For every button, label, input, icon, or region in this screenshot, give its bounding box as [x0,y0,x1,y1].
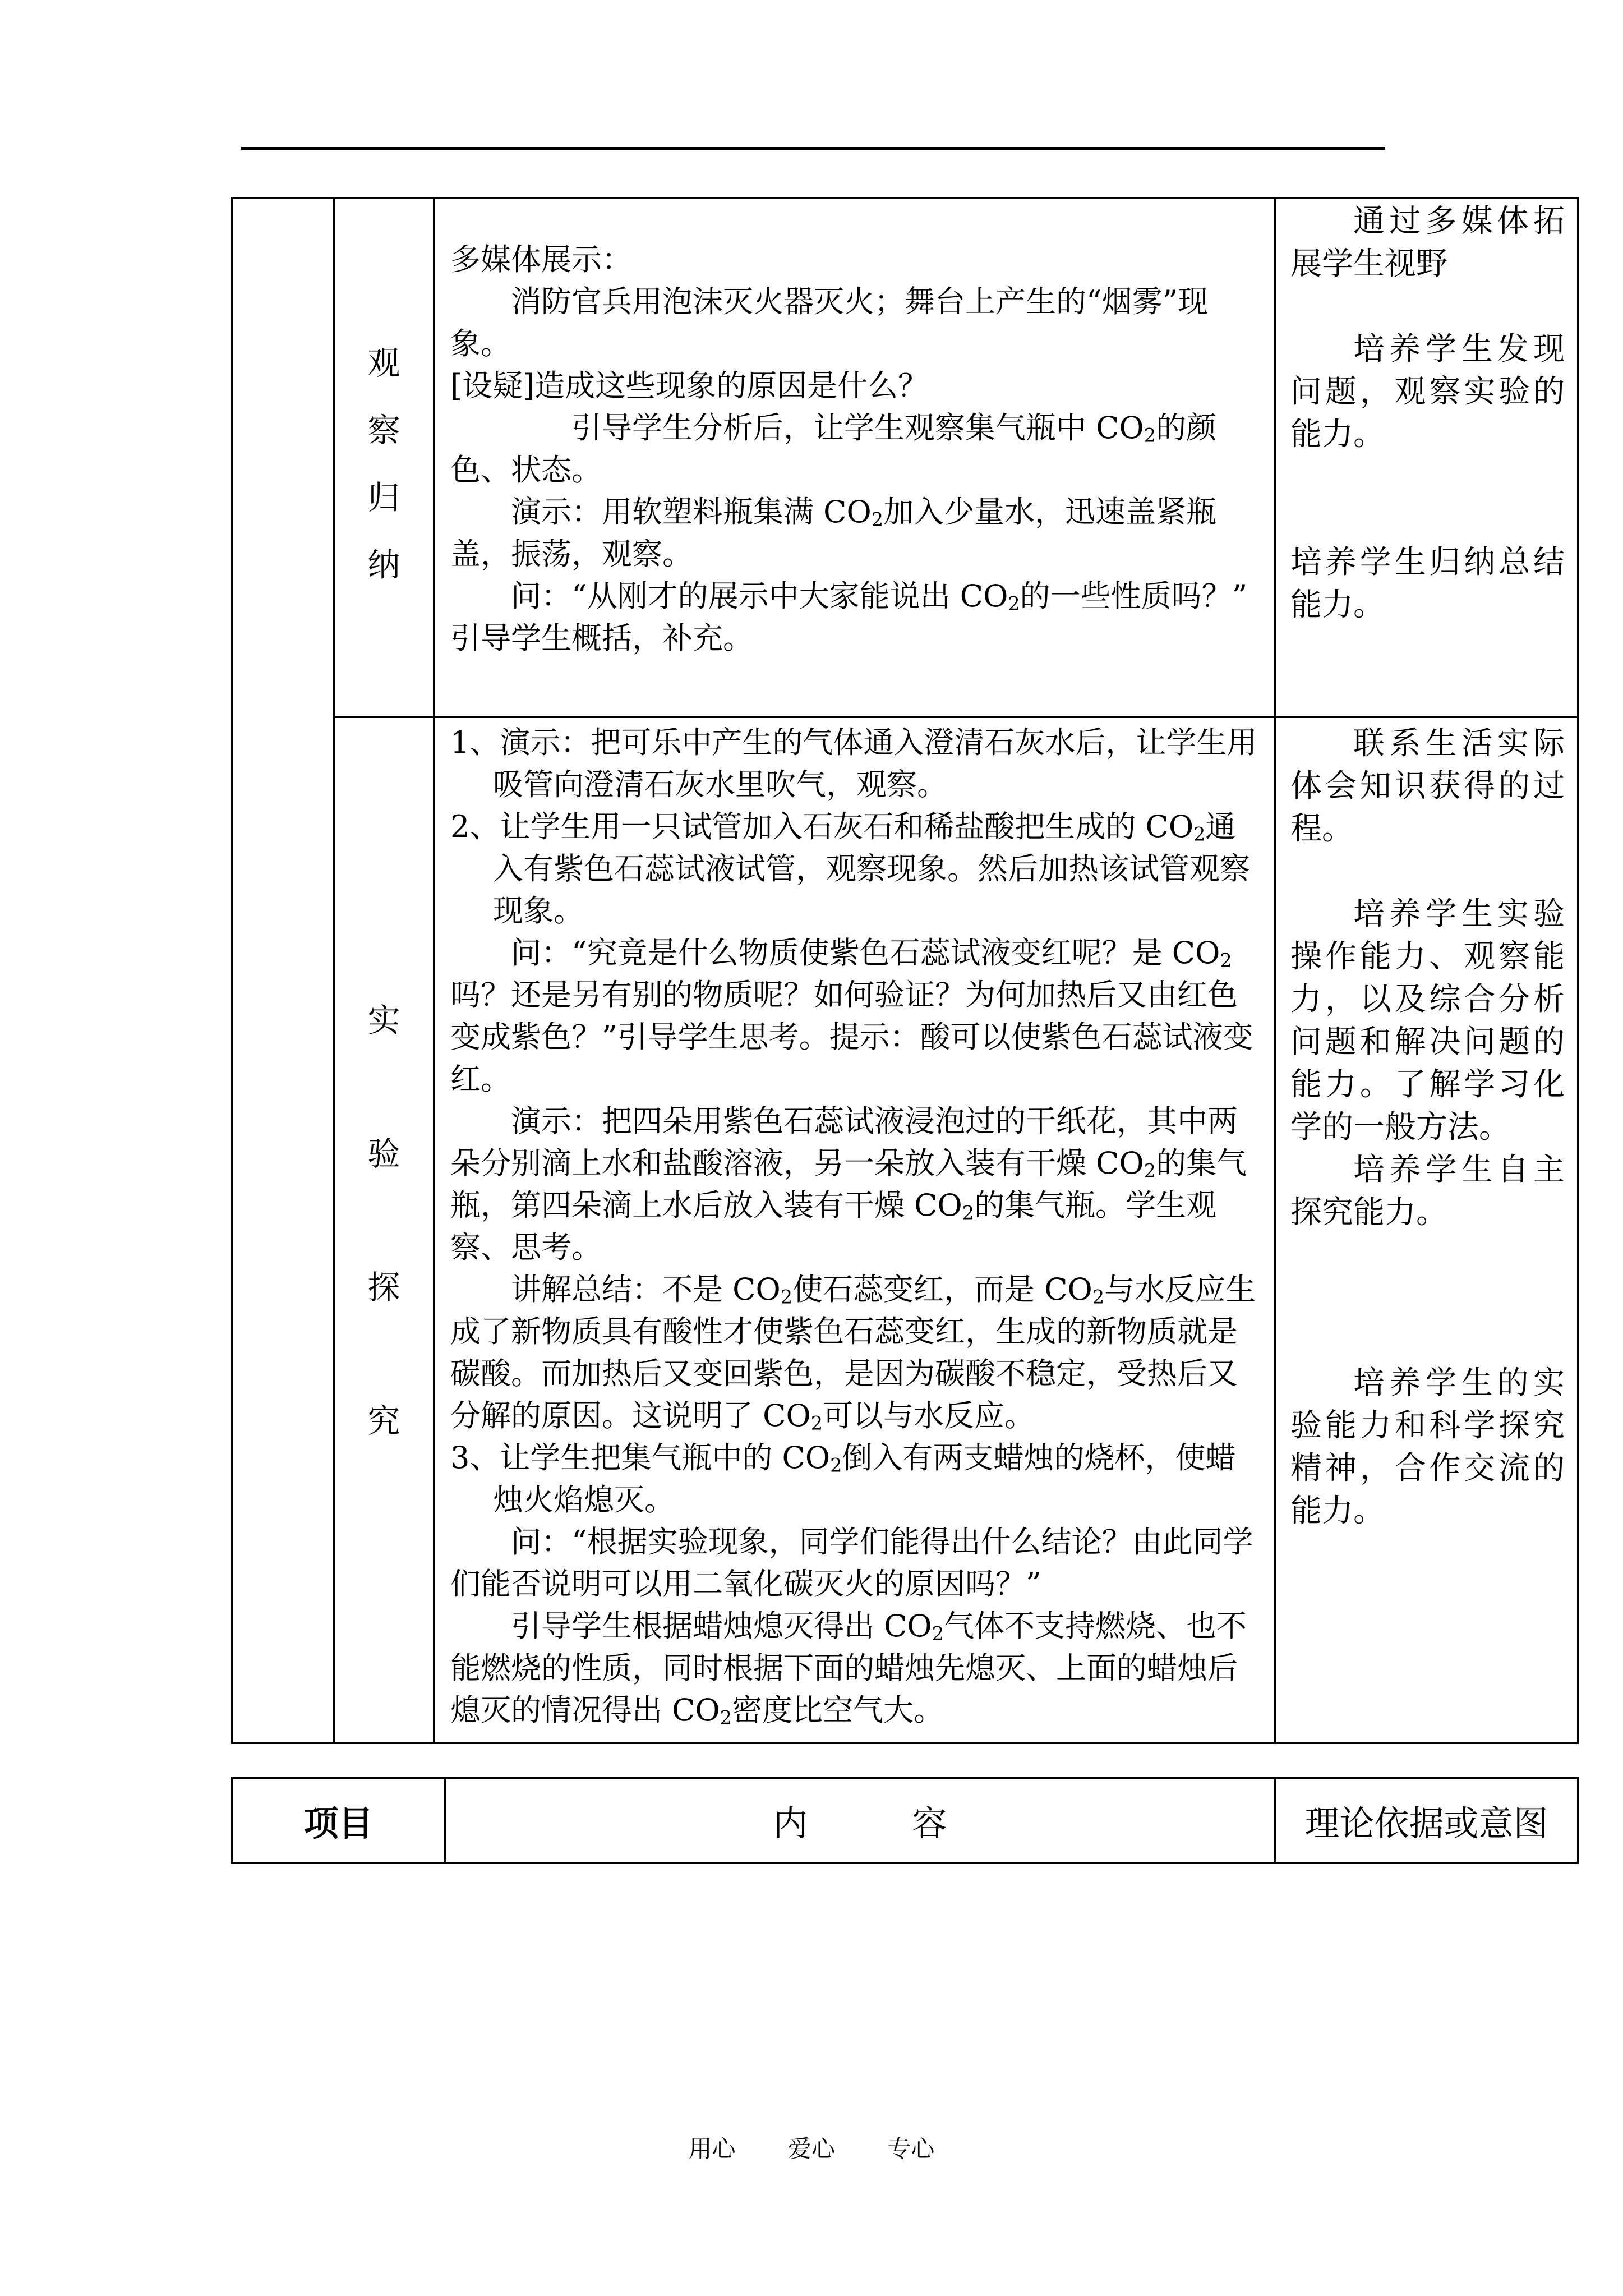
column-header-item: 项目 [232,1778,445,1863]
header-table [231,1777,1579,1864]
header-rule [241,147,1385,150]
experiment-rationale: 联系生活实际体会知识获得的过程。 培养学生实验操作能力、观察能力，以及综合分析问题和解决问题的能力。了解学习化学的一般方法。 培养学生自主探究能力。 培养学生的实验能力和科学探究精神，合作交流的能力。 [1290,725,1565,1529]
stage-cell-experiment [334,717,434,1743]
content-cell-experiment [434,717,1275,1743]
observe-rationale: 通过多媒体拓展学生视野 培养学生发现问题，观察实验的能力。 培养学生归纳总结能力。 [1290,203,1565,623]
table-row [232,1778,1578,1863]
column-header-basis: 理论依据或意图 [1275,1778,1578,1863]
experiment-content: 1、演示：把可乐中产生的气体通入澄清石灰水后，让学生用吸管向澄清石灰水里吹气，观察。 2、让学生用一只试管加入石灰石和稀盐酸把生成的 $CO_2$通入有紫色石蕊试液试管，观察现象。然后加热该试管观察现象。 问：“究竟是什么物质使紫色石蕊试液变红呢？是 $CO_2$吗？还是另有别的物质呢？如何验证？为何加热后又由红色变成紫色？”引导学生思考。提示：酸可以使紫色石蕊试液变红。 演示：把四朵用紫色石蕊试液浸泡过的干纸花，其中两朵分别滴上水和盐酸溶液，另一朵放入装有干燥 $CO_2$的集气瓶，第四朵滴上水后放入装有干燥 $CO_2$的集气瓶。学生观察、思考。 讲解总结：不是 $CO_2$使石蕊变红，而是 $CO_2$与水反应生成了新物质具有酸性才使紫色石蕊变红，生成的新物质就是碳酸。而加热后又变回紫色，是因为碳酸不稳定，受热后又分解的原因。这说明了 $CO_2$可以与水反应。 3、让学生把集气瓶中的 $CO_2$倒入有两支蜡烛的烧杯，使蜡烛火焰熄灭。 问：“根据实验现象，同学们能得出什么结论？由此同学们能否说明可以用二氧化碳灭火的原因吗？” 引导学生根据蜡烛熄灭得出 $CO_2$气体不支持燃烧、也不能燃烧的性质，同时根据下面的蜡烛先熄灭、上面的蜡烛后熄灭的情况得出 $CO_2$密度比空气大。 [450,725,1257,1729]
lesson-table [231,197,1579,1744]
column-header-content: 内 容 [445,1778,1275,1863]
rationale-cell-observe [1275,199,1578,717]
stage-label-experiment: 实 验 探 究 [367,1001,400,1440]
stage-label-observe: 观 察 归 纳 [367,344,400,584]
stage-cell-observe [334,199,434,717]
content-cell-observe [434,199,1308,717]
rationale-cell-experiment [1275,717,1578,1743]
blank-left-cell [232,199,334,1743]
observe-content: 多媒体展示： 消防官兵用泡沫灭火器灭火；舞台上产生的“烟雾”现象。 [设疑]造成这些现象的原因是什么？ 引导学生分析后，让学生观察集气瓶中 $CO_2$的颜色、状态。 演示：用软塑料瓶集满 $CO_2$加入少量水，迅速盖紧瓶盖，振荡，观察。 问：“从刚才的展示中大家能说出 $CO_2$的一些性质吗？” 引导学生概括，补充。 [450,242,1308,656]
table-row [232,199,1578,717]
table-row [232,717,1578,1743]
page-footer: 用心 爱心 专心 [688,2135,935,2162]
